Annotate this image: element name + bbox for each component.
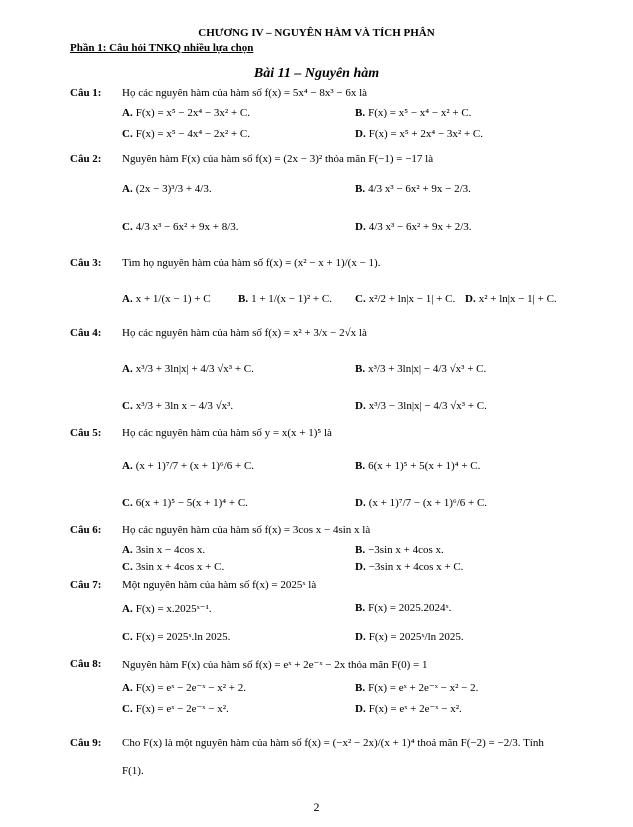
q2-option-a[interactable]: A. (2x − 3)³/3 + 4/3.: [122, 183, 212, 195]
question-7-label: Câu 7:: [70, 579, 102, 591]
q1-option-a[interactable]: A. F(x) = x⁵ − 2x⁴ − 3x² + C.: [122, 107, 251, 119]
question-4-label: Câu 4:: [70, 327, 102, 339]
q8-option-c[interactable]: C. F(x) = eˣ − 2e⁻ˣ − x².: [122, 703, 229, 715]
q1-option-b[interactable]: B. F(x) = x⁵ − x⁴ − x² + C.: [355, 107, 472, 119]
q3-option-d[interactable]: D. x² + ln|x − 1| + C.: [465, 293, 557, 305]
question-6-label: Câu 6:: [70, 524, 102, 536]
question-8-text: Nguyên hàm F(x) của hàm số f(x) = eˣ + 2e⁻ˣ − 2x thỏa mãn F(0) = 1: [122, 659, 428, 671]
q6-option-c[interactable]: C. 3sin x + 4cos x + C.: [122, 561, 225, 573]
q4-option-d[interactable]: D. x³/3 − 3ln|x| − 4/3 √x³ + C.: [355, 400, 487, 412]
q1-option-c[interactable]: C. F(x) = x⁵ − 4x⁴ − 2x² + C.: [122, 128, 251, 140]
question-2-text: Nguyên hàm F(x) của hàm số f(x) = (2x − 3)² thỏa mãn F(−1) = −17 là: [122, 153, 434, 165]
q8-option-b[interactable]: B. F(x) = eˣ + 2e⁻ˣ − x² − 2.: [355, 682, 479, 694]
lesson-title: Bài 11 – Nguyên hàm: [253, 66, 380, 81]
question-9-text-continued: F(1).: [122, 765, 144, 777]
question-2-label: Câu 2:: [70, 153, 102, 165]
q8-option-d[interactable]: D. F(x) = eˣ + 2e⁻ˣ − x².: [355, 703, 462, 715]
q5-option-a[interactable]: A. (x + 1)⁷/7 + (x + 1)⁶/6 + C.: [122, 460, 255, 472]
q6-option-d[interactable]: D. −3sin x + 4cos x + C.: [355, 561, 464, 573]
q2-option-d[interactable]: D. 4/3 x³ − 6x² + 9x + 2/3.: [355, 221, 472, 233]
question-1-text: Họ các nguyên hàm của hàm số f(x) = 5x⁴ − 8x³ − 6x là: [122, 87, 368, 99]
q6-option-a[interactable]: A. 3sin x − 4cos x.: [122, 544, 206, 556]
question-3-label: Câu 3:: [70, 257, 102, 269]
question-4-text: Họ các nguyên hàm của hàm số f(x) = x² + 3/x − 2√x là: [122, 327, 367, 339]
part-heading: Phần 1: Câu hỏi TNKQ nhiều lựa chọn: [70, 42, 254, 54]
q1-option-d[interactable]: D. F(x) = x⁵ + 2x⁴ − 3x² + C.: [355, 128, 484, 140]
q7-option-c[interactable]: C. F(x) = 2025ˣ.ln 2025.: [122, 631, 231, 643]
q8-option-a[interactable]: A. F(x) = eˣ − 2e⁻ˣ − x² + 2.: [122, 682, 246, 694]
question-7-text: Một nguyên hàm của hàm số f(x) = 2025ˣ là: [122, 579, 317, 591]
q4-option-a[interactable]: A. x³/3 + 3ln|x| + 4/3 √x³ + C.: [122, 363, 254, 375]
question-9-label: Câu 9:: [70, 737, 102, 749]
question-3-text: Tìm họ nguyên hàm của hàm số f(x) = (x² − x + 1)/(x − 1).: [122, 257, 381, 269]
question-9-text: Cho F(x) là một nguyên hàm của hàm số f(x) = (−x² − 2x)/(x + 1)⁴ thoả mãn F(−2) = −2/3. Tính: [122, 737, 544, 749]
question-8-label: Câu 8:: [70, 658, 102, 670]
q5-option-c[interactable]: C. 6(x + 1)⁵ − 5(x + 1)⁴ + C.: [122, 497, 248, 509]
q7-option-a[interactable]: A. F(x) = x.2025ˣ⁻¹.: [122, 603, 212, 615]
question-6-text: Họ các nguyên hàm của hàm số f(x) = 3cos x − 4sin x là: [122, 524, 371, 536]
q5-option-d[interactable]: D. (x + 1)⁷/7 − (x + 1)⁶/6 + C.: [355, 497, 488, 509]
question-1-label: Câu 1:: [70, 87, 102, 99]
q7-option-b[interactable]: B. F(x) = 2025.2024ˣ.: [355, 602, 452, 614]
q6-option-b[interactable]: B. −3sin x + 4cos x.: [355, 544, 444, 556]
question-5-label: Câu 5:: [70, 427, 102, 439]
q2-option-c[interactable]: C. 4/3 x³ − 6x² + 9x + 8/3.: [122, 221, 239, 233]
q5-option-b[interactable]: B. 6(x + 1)⁵ + 5(x + 1)⁴ + C.: [355, 460, 481, 472]
q4-option-b[interactable]: B. x³/3 + 3ln|x| − 4/3 √x³ + C.: [355, 363, 487, 375]
question-5-text: Họ các nguyên hàm của hàm số y = x(x + 1)⁵ là: [122, 427, 332, 439]
chapter-heading: CHƯƠNG IV – NGUYÊN HÀM VÀ TÍCH PHÂN: [198, 27, 435, 39]
q3-option-a[interactable]: A. x + 1/(x − 1) + C: [122, 293, 211, 305]
page-number: 2: [313, 800, 320, 814]
q3-option-b[interactable]: B. 1 + 1/(x − 1)² + C.: [238, 293, 332, 305]
q3-option-c[interactable]: C. x²/2 + ln|x − 1| + C.: [355, 293, 456, 305]
q4-option-c[interactable]: C. x³/3 + 3ln x − 4/3 √x³.: [122, 400, 234, 412]
q7-option-d[interactable]: D. F(x) = 2025ˣ/ln 2025.: [355, 631, 464, 643]
q2-option-b[interactable]: B. 4/3 x³ − 6x² + 9x − 2/3.: [355, 183, 471, 195]
